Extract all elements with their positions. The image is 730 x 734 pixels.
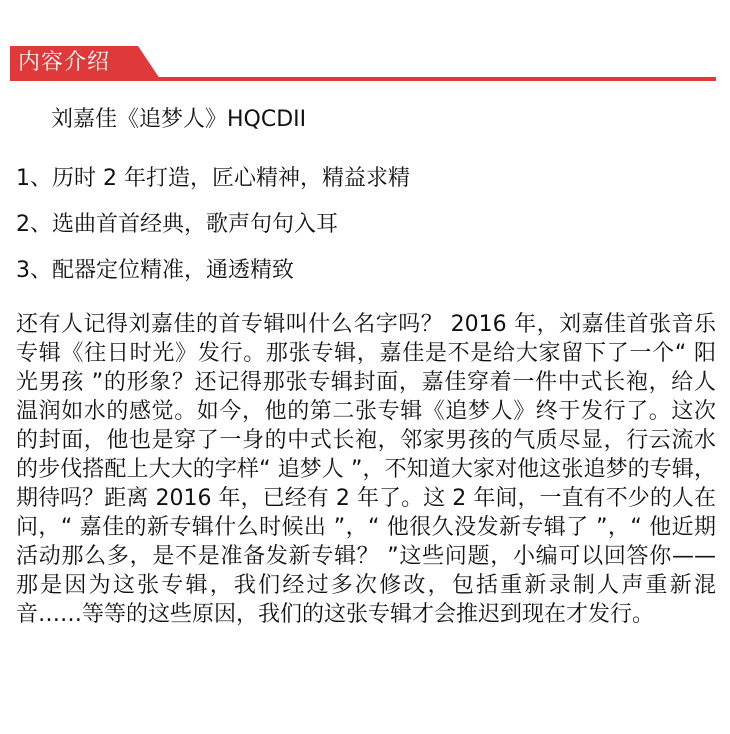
product-title: 刘嘉佳《追梦人》HQCDII	[51, 107, 307, 132]
section-header	[10, 46, 716, 82]
feature-item: 3、配器定位精准，通透精致	[16, 258, 294, 283]
feature-item: 1、历时 2 年打造，匠心精神，精益求精	[16, 166, 410, 191]
feature-list	[16, 163, 410, 301]
section-divider	[10, 77, 716, 81]
feature-item: 2、选曲首首经典，歌声句句入耳	[16, 212, 338, 237]
section-title: 内容介绍	[18, 50, 111, 75]
description-paragraph: 还有人记得刘嘉佳的首专辑叫什么名字吗？ 2016 年，刘嘉佳首张音乐专辑《往日时光》发行。那张专辑，嘉佳是不是给大家留下了一个“ 阳光男孩 ”的形象？还记得那张专辑封面，嘉佳穿着一件中式长袍，给人温润如水的感觉。如今，他的第二张专辑《追梦人》终于发行了。这次的封面，他也是穿了一身的中式长袍，邻家男孩的气质尽显，行云流水的步伐搭配上大大的字样“ 追梦人 ”，不知道大家对他这张追梦的专辑，期待吗？距离 2016 年，已经有 2 年了。这 2 年间，一直有不少的人在问，“ 嘉佳的新专辑什么时候出 ”，“ 他很久没发新专辑了 ”，“ 他近期活动那么多，是不是准备发新专辑？ ”这些问题，小编可以回答你——那是因为这张专辑，我们经过多次修改，包括重新录制人声重新混音……等等的这些原因，我们的这张专辑才会推迟到现在才发行。	[16, 312, 716, 627]
